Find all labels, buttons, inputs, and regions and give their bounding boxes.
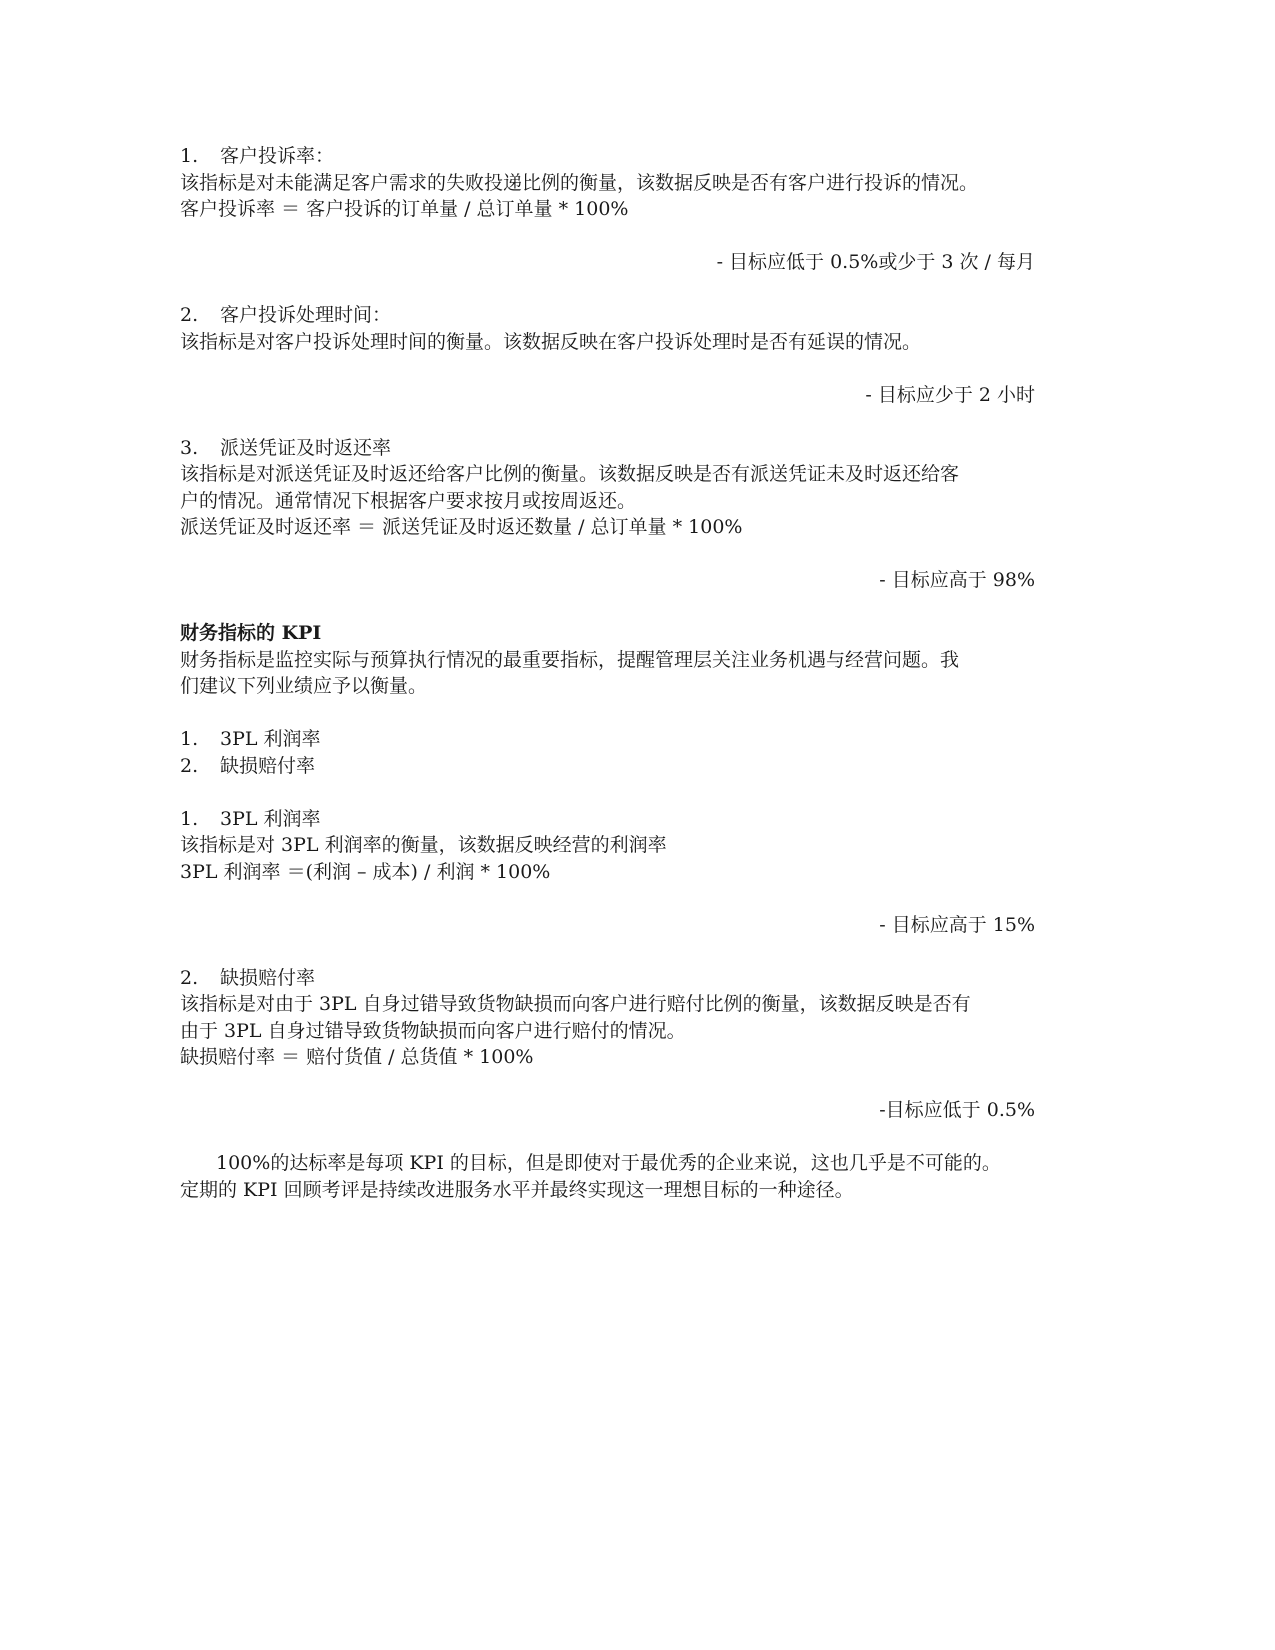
section-damage-rate [180, 965, 1035, 1124]
section-voucher-return [180, 435, 1035, 594]
item-label: 3PL 利润率 [220, 728, 321, 750]
conclusion-line-2: 定期的 KPI 回顾考评是持续改进服务水平并最终实现这一理想目标的一种途径。 [180, 1178, 854, 1201]
section-conclusion [180, 1150, 1035, 1203]
section-description: 该指标是对 3PL 利润率的衡量，该数据反映经营的利润率 [180, 834, 667, 856]
section-title [180, 302, 1035, 329]
section-complaint-time [180, 302, 1035, 408]
document-page [180, 143, 1035, 1203]
section-target: - 目标应高于 15% [879, 913, 1035, 936]
section-description: 该指标是对客户投诉处理时间的衡量。该数据反映在客户投诉处理时是否有延误的情况。 [180, 330, 922, 353]
section-target: - 目标应少于 2 小时 [865, 383, 1035, 406]
section-formula: 派送凭证及时返还率 ＝ 派送凭证及时返还数量 / 总订单量 * 100% [180, 516, 743, 538]
section-title [180, 965, 1035, 992]
section-financial-kpi [180, 620, 1035, 779]
section-description: 该指标是对未能满足客户需求的失败投递比例的衡量，该数据反映是否有客户进行投诉的情况。 [180, 171, 979, 194]
section-heading: 财务指标的 KPI [180, 622, 322, 644]
section-description-line-2: 户的情况。通常情况下根据客户要求按月或按周返还。 [180, 489, 637, 512]
item-number: 1. [180, 807, 199, 830]
item-title: 客户投诉率： [220, 145, 335, 167]
section-description-line-1: 该指标是对由于 3PL 自身过错导致货物缺损而向客户进行赔付比例的衡量，该数据反映是否有 [180, 993, 971, 1015]
list-item [180, 753, 1035, 780]
section-target: - 目标应低于 0.5%或少于 3 次 / 每月 [716, 251, 1035, 273]
section-formula: 客户投诉率 ＝ 客户投诉的订单量 / 总订单量 * 100% [180, 198, 629, 220]
item-number: 2. [180, 966, 199, 989]
item-number: 2. [180, 754, 199, 777]
section-target: -目标应低于 0.5% [879, 1099, 1035, 1121]
section-description-line-1: 该指标是对派送凭证及时返还给客户比例的衡量。该数据反映是否有派送凭证未及时返还给客 [180, 463, 960, 485]
item-number: 3. [180, 436, 199, 459]
section-title [180, 143, 1035, 170]
section-intro-line-1: 财务指标是监控实际与预算执行情况的最重要指标，提醒管理层关注业务机遇与经营问题。我 [180, 648, 960, 671]
section-intro-line-2: 们建议下列业绩应予以衡量。 [180, 675, 428, 697]
list-item [180, 726, 1035, 753]
item-label: 缺损赔付率 [220, 754, 316, 777]
item-number: 1. [180, 728, 199, 750]
section-profit-rate [180, 806, 1035, 939]
section-complaint-rate [180, 143, 1035, 276]
item-title: 3PL 利润率 [220, 807, 321, 830]
item-title: 客户投诉处理时间： [220, 304, 392, 326]
item-number: 2. [180, 304, 199, 326]
section-formula: 缺损赔付率 ＝ 赔付货值 / 总货值 * 100% [180, 1046, 534, 1068]
section-title [180, 435, 1035, 462]
item-number: 1. [180, 145, 199, 167]
section-title [180, 806, 1035, 833]
section-formula: 3PL 利润率 ＝(利润 – 成本) / 利润 * 100% [180, 860, 551, 883]
item-title: 派送凭证及时返还率 [220, 436, 392, 459]
conclusion-line-1: 100%的达标率是每项 KPI 的目标，但是即使对于最优秀的企业来说，这也几乎是不可能的。 [216, 1152, 1001, 1174]
section-description-line-2: 由于 3PL 自身过错导致货物缺损而向客户进行赔付的情况。 [180, 1019, 686, 1042]
item-title: 缺损赔付率 [220, 966, 316, 989]
section-target: - 目标应高于 98% [879, 569, 1035, 591]
